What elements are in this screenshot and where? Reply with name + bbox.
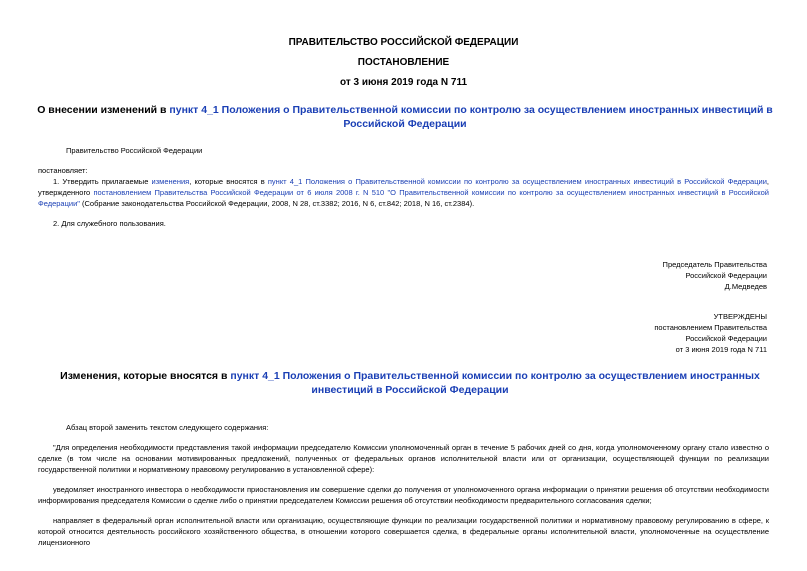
decree-title bbox=[35, 103, 775, 131]
header-decree-type: ПОСТАНОВЛЕНИЕ bbox=[357, 57, 450, 68]
item-1-text-d: (Собрание законодательства Российской Федерации, 2008, N 28, ст.3382; 2016, N 6, ст.842; 2018, N 16, ст.2384). bbox=[79, 199, 475, 208]
approved-line-1: УТВЕРЖДЕНЫ bbox=[713, 312, 767, 321]
item-2-paragraph: 2. Для служебного пользования. bbox=[53, 219, 166, 228]
approved-block bbox=[654, 311, 767, 355]
approved-line-3: Российской Федерации bbox=[685, 334, 767, 343]
decree-title-prefix: О внесении изменений в bbox=[37, 104, 170, 116]
decree-title-link[interactable]: пункт 4_1 Положения о Правительственной комиссии по контролю за осуществлением иностранных инвестиций в Российской Федерации bbox=[169, 104, 773, 130]
changes-link[interactable]: изменения bbox=[151, 177, 190, 186]
changes-paragraph-1: "Для определения необходимости представления такой информации председателю Комиссии уполномоченный орган в течение 5 рабочих дней со дня, когда уполномоченному органу стало известно о сделке (в том числе на основании мотивированных предложений, полученных от федеральных органов исполнительной власти или от организации, осуществляющей функции по реализации государственной политики и нормативному правовому регулированию в установленной сфере): bbox=[38, 443, 769, 474]
clause-4-1-link[interactable]: пункт 4_1 Положения о Правительственной комиссии по контролю за осуществлением иностранных инвестиций в Российской Федерации bbox=[267, 177, 767, 186]
item-1-text-a: 1. Утвердить прилагаемые bbox=[53, 177, 152, 186]
decides-line: постановляет: bbox=[38, 166, 88, 175]
signature-block bbox=[663, 259, 767, 292]
header-decree-date: от 3 июня 2019 года N 711 bbox=[339, 77, 468, 88]
decree-510-link[interactable]: постановлением Правительства Российской Федерации от 6 июля 2008 г. N 510 "О Правительственной комиссии по контролю за осуществлением иностранных инвестиций в Российской Федерации" bbox=[38, 188, 769, 208]
signature-line-2: Российской Федерации bbox=[685, 271, 767, 280]
item-1-text-b: , которые вносятся в bbox=[189, 177, 268, 186]
signature-line-3: Д.Медведев bbox=[724, 282, 767, 291]
changes-title-link[interactable]: пункт 4_1 Положения о Правительственной комиссии по контролю за осуществлением иностранных инвестиций в Российской Федерации bbox=[230, 370, 760, 396]
signature-line-1: Председатель Правительства bbox=[662, 260, 767, 269]
approved-line-4: от 3 июня 2019 года N 711 bbox=[675, 345, 767, 354]
item-1-paragraph bbox=[38, 176, 769, 209]
approved-line-2: постановлением Правительства bbox=[654, 323, 767, 332]
changes-paragraph-2: уведомляет иностранного инвестора о необходимости приостановления им совершение сделки до получения от уполномоченного органа информации о принятии решения об отсутствии необходимости информирования председателя Комиссии о сделке либо о принятии председателем Комиссии решения об отсутствии необходимости предварительного согласования сделки; bbox=[38, 485, 769, 505]
header-government: ПРАВИТЕЛЬСТВО РОССИЙСКОЙ ФЕДЕРАЦИИ bbox=[288, 37, 519, 48]
changes-title-prefix: Изменения, которые вносятся в bbox=[60, 370, 231, 382]
government-line: Правительство Российской Федерации bbox=[66, 146, 203, 155]
changes-paragraph-3: направляет в федеральный орган исполнительной власти или организацию, осуществляющие функции по реализации государственной политики и нормативному правовому регулированию в сфере, к которой относится деятельность российского хозяйственного общества, в отношении которого совершается сделка, в федеральные органы исполнительной власти, уполномоченные на осуществление лицензионного bbox=[38, 516, 769, 547]
changes-title bbox=[60, 369, 760, 397]
item-1-text-c: , утвержденного bbox=[38, 177, 769, 197]
changes-intro: Абзац второй заменить текстом следующего содержания: bbox=[66, 423, 269, 432]
